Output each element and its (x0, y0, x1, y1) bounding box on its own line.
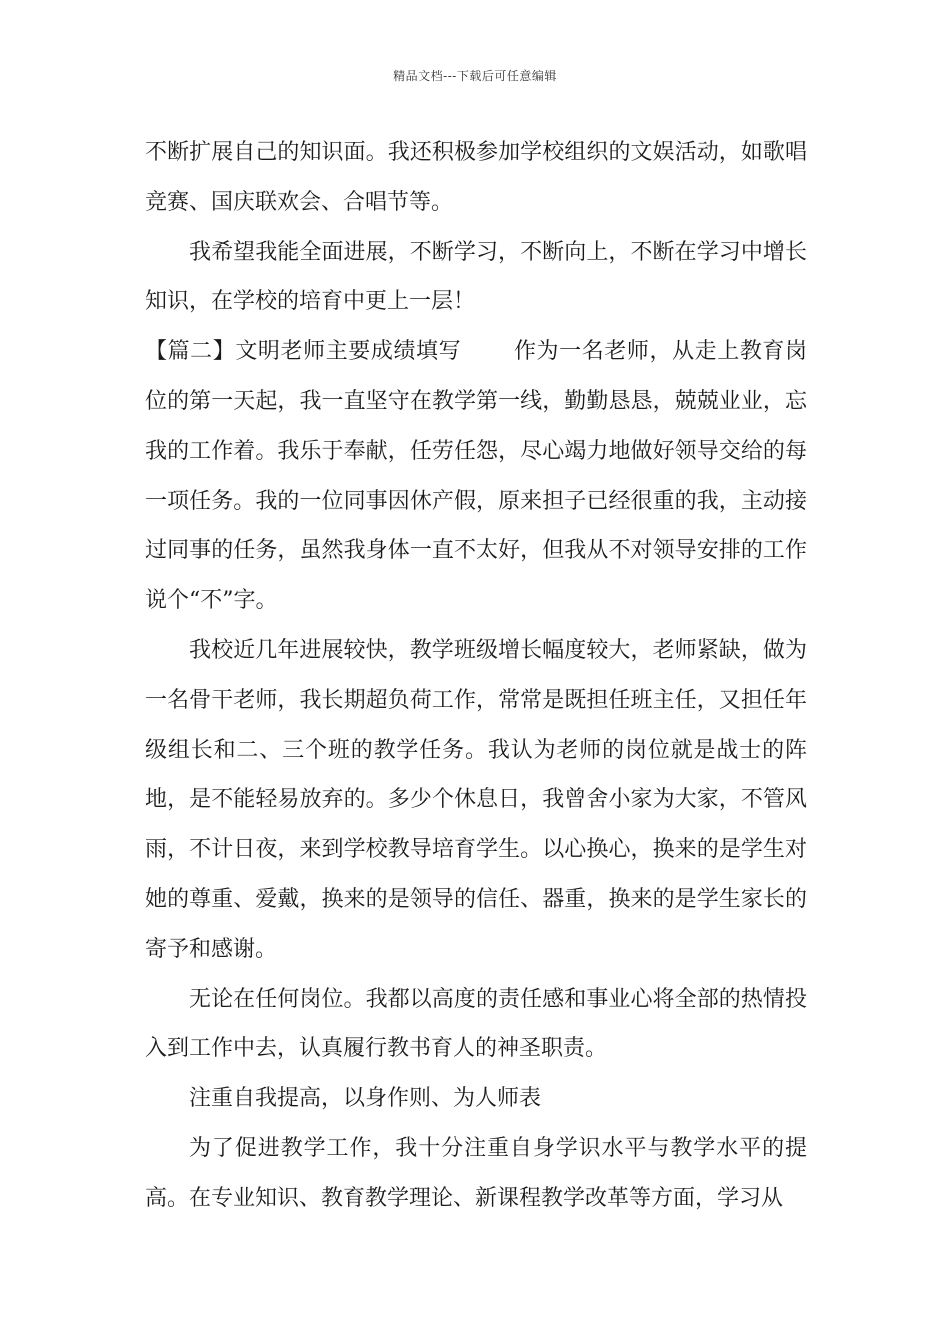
paragraph-responsibility: 无论在任何岗位。我都以高度的责任感和事业心将全部的热情投入到工作中去，认真履行教书育人的神圣职责。 (145, 986, 807, 1062)
paragraph-subheading: 注重自我提高，以身作则、为人师表 (189, 1086, 542, 1112)
document-body (145, 128, 807, 1224)
paragraph-continuation: 不断扩展自己的知识面。我还积极参加学校组织的文娱活动，如歌唱竞赛、国庆联欢会、合唱节等。 (145, 140, 807, 215)
paragraph-self-improvement: 为了促进教学工作，我十分注重自身学识水平与教学水平的提高。在专业知识、教育教学理论、新课程教学改革等方面，学习从 (145, 1135, 807, 1211)
page-header: 精品文档---下载后可任意编辑 (393, 69, 557, 83)
paragraph-section-two: 【篇二】文明老师主要成绩填写 作为一名老师，从走上教育岗位的第一天起，我一直坚守在教学第一线，勤勤恳恳，兢兢业业，忘我的工作着。我乐于奉献，任劳任怨，尽心竭力地做好领导交给的每一项任务。我的一位同事因休产假，原来担子已经很重的我，主动接过同事的任务，虽然我身体一直不太好，但我从不对领导安排的工作说个“不”字。 (145, 339, 807, 614)
paragraph-workload: 我校近几年进展较快，教学班级增长幅度较大，老师紧缺，做为一名骨干老师，我长期超负荷工作，常常是既担任班主任，又担任年级组长和二、三个班的教学任务。我认为老师的岗位就是战士的阵地，是不能轻易放弃的。多少个休息日，我曾舍小家为大家，不管风雨，不计日夜，来到学校教导培育学生。以心换心，换来的是学生对她的尊重、爱戴，换来的是领导的信任、器重，换来的是学生家长的寄予和感谢。 (145, 637, 807, 962)
paragraph-hope: 我希望我能全面进展，不断学习，不断向上，不断在学习中增长知识，在学校的培育中更上一层！ (145, 239, 807, 315)
